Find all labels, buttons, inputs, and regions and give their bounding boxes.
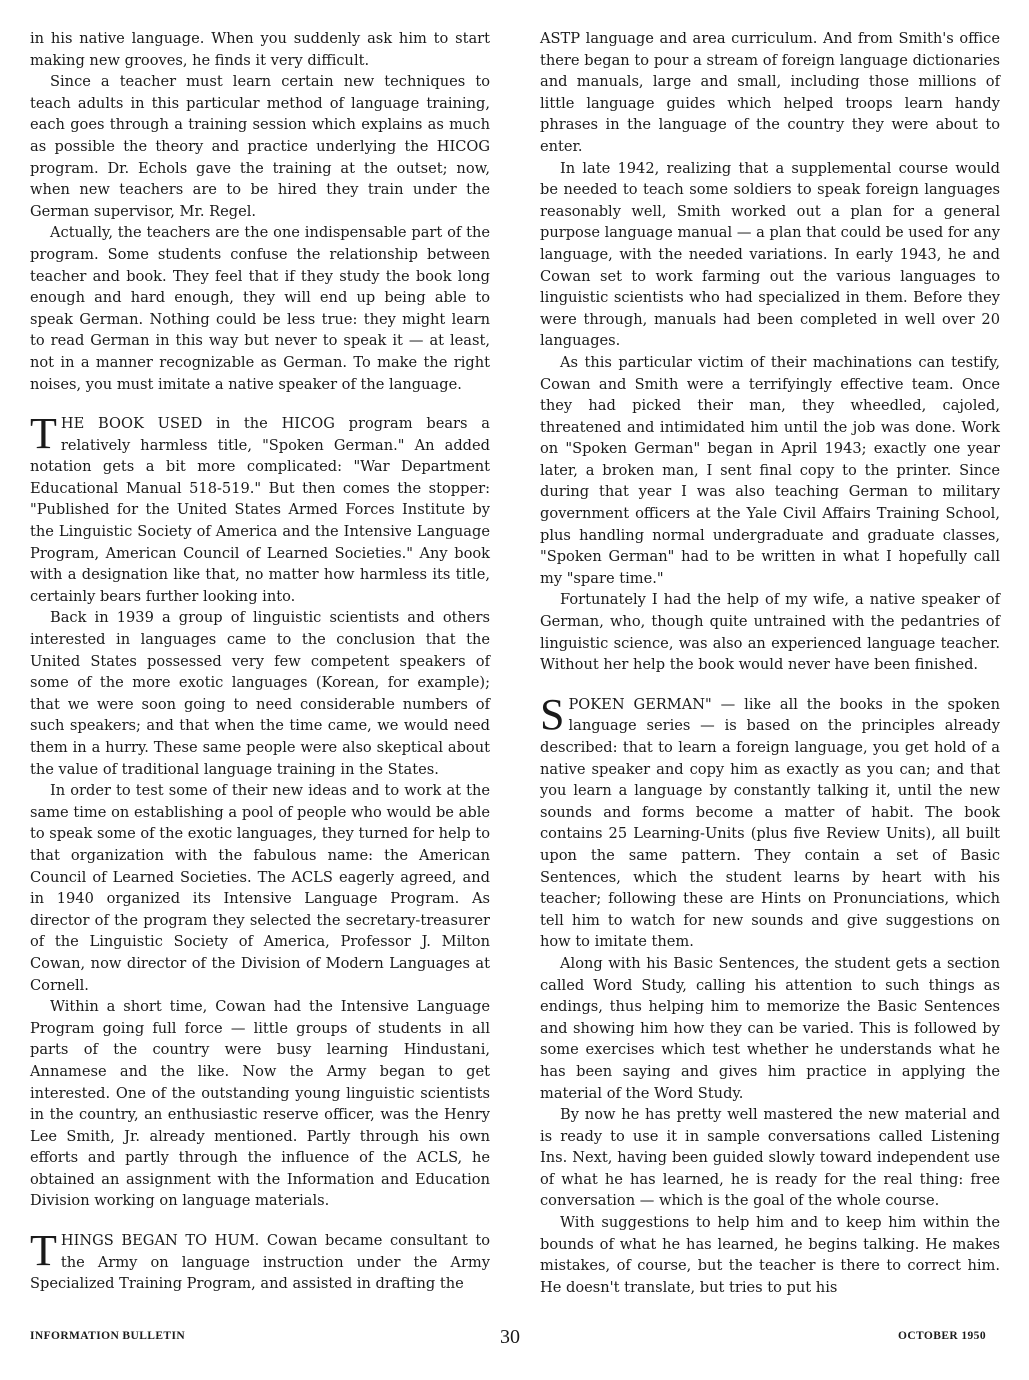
left-column xyxy=(30,28,490,1295)
paragraph: By now he has pretty well mastered the new material and is ready to use it in sample conversations called Listening Ins. Next, having been guided slowly toward independent use of what he has learned, he is ready for the real thing: free conversation — which is the goal of the whole course. xyxy=(540,1106,1000,1210)
paragraph: Along with his Basic Sentences, the student gets a section called Word Study, calling his attention to such things as endings, thus helping him to memorize the Basic Sentences and showing him how they can be varied. This is followed by some exercises which test whether he understands what he has been saying and gives him practice in applying the material of the Word Study. xyxy=(540,954,1000,1102)
paragraph: Within a short time, Cowan had the Intensive Language Program going full force — little groups of students in all parts of the country were busy learning Hindustani, Annamese and the like. Now the Army began to get interested. One of the outstanding young linguistic scientists in the country, an enthusiastic reserve officer, was the Henry Lee Smith, Jr. already mentioned. Partly through his own efforts and partly through the influence of the ACLS, he obtained an assignment with the Information and Education Division working on language materials. xyxy=(30,998,490,1210)
paragraph: ASTP language and area curriculum. And from Smith's office there began to pour a stream of foreign language dictionaries and manuals, large and small, including those millions of little language guides which helped troops learn handy phrases in the language of the country they were about to enter. xyxy=(540,30,1000,155)
section-start-things-began xyxy=(30,1226,491,1295)
paragraph: With suggestions to help him and to keep him within the bounds of what he has learned, he begins talking. He makes mistakes, of course, but the teacher is there to correct him. He doesn't translate, but tries to put his xyxy=(540,1214,1000,1296)
drop-cap: S xyxy=(540,689,565,739)
drop-cap: T xyxy=(30,409,57,459)
footer-date: OCTOBER 1950 xyxy=(898,1330,986,1342)
paragraph: Since a teacher must learn certain new techniques to teach adults in this particular method of language training, each goes through a training session which explains as much as possible the theory and practice underlying the HICOG program. Dr. Echols gave the training at the outset; now, when new teachers are to be hired they train under the German supervisor, Mr. Regel. xyxy=(30,73,490,220)
drop-cap: T xyxy=(30,1226,57,1276)
section-lead-in: HE BOOK USED xyxy=(60,415,203,433)
section-text: — like all the books in the spoken language series — is based on the principles already described: that to learn a foreign language, you get hold of a native speaker and copy him as exactly as you can; and that you learn a language by constantly talking it, until the new sounds and forms become a matter of habit. The book contains 25 Learning-Units (plus five Review Units), all built upon the same pattern. They contain a set of Basic Sentences, which the student learns by heart with his teacher; following these are Hints on Pronunciations, which tell him to watch for new sounds and give suggestions on how to imitate them. xyxy=(540,695,1001,951)
section-start-the-book-used xyxy=(30,409,490,607)
paragraph: As this particular victim of their machinations can testify, Cowan and Smith were a terrifyingly effective team. Once they had picked their man, they wheedled, cajoled, threatened and intimidated him until the job was done. Work on "Spoken German" began in April 1943; exactly one year later, a broken man, I sent final copy to the printer. Since during that year I was also teaching German to military government officers at the Yale Civil Affairs Training School, plus handling normal undergraduate and graduate classes, "Spoken German" had to be written in what I hopefully call my "spare time." xyxy=(540,353,1000,587)
right-column xyxy=(540,28,1000,1298)
paragraph: In late 1942, realizing that a supplemental course would be needed to teach some soldiers to speak foreign languages reasonably well, Smith worked out a plan for a general purpose language manual — a plan that could be used for any language, with the needed variations. In early 1943, he and Cowan set to work farming out the various languages to linguistic scientists who had specialized in them. Before they were through, manuals had been completed in well over 20 languages. xyxy=(540,159,1000,350)
paragraph: In order to test some of their new ideas and to work at the same time on establishing a pool of people who would be able to speak some of the exotic languages, they turned for help to that organization with the fabulous name: the American Council of Learned Societies. The ACLS eagerly agreed, and in 1940 organized its Intensive Language Program. As director of the program they selected the secretary-treasurer of the Linguistic Society of America, Professor J. Milton Cowan, now director of the Division of Modern Languages at Cornell. xyxy=(30,782,490,994)
paragraph: in his native language. When you suddenly ask him to start making new grooves, he finds it very difficult. xyxy=(30,30,490,69)
section-lead-in: HINGS BEGAN TO HUM. xyxy=(60,1232,260,1250)
section-lead-in: POKEN GERMAN" xyxy=(568,695,712,713)
section-text: in the HICOG program bears a relatively harmless title, "Spoken German." An added notation gets a bit more complicated: "War Department Educational Manual 518-519." But then comes the stopper: "Published for the United States Armed Forces Institute by the Linguistic Society of America and the Intensive Language Program, American Council of Learned Societies." Any book with a designation like that, no matter how harmless its title, certainly bears further looking into. xyxy=(30,415,490,605)
section-text: Cowan became consultant to the Army on language instruction under the Army Specialized Training Program, and assisted in drafting the xyxy=(30,1232,491,1293)
footer-publication: INFORMATION BULLETIN xyxy=(30,1330,186,1342)
page-number: 30 xyxy=(500,1326,520,1348)
paragraph: Fortunately I had the help of my wife, a native speaker of German, who, though quite untrained with the pedantries of linguistic science, was also an experienced language teacher. Without her help the book would never have been finished. xyxy=(540,591,1000,674)
paragraph: Back in 1939 a group of linguistic scientists and others interested in languages came to the conclusion that the United States possessed very few competent speakers of some of the more exotic languages (Korean, for example); that we were soon going to need considerable numbers of such speakers; and that when the time came, we would need them in a hurry. These same people were also skeptical about the value of traditional language training in the States. xyxy=(30,609,490,778)
paragraph: Actually, the teachers are the one indispensable part of the program. Some students confuse the relationship between teacher and book. They feel that if they study the book long enough and hard enough, they will end up being able to speak German. Nothing could be less true: they might learn to read German in this way but never to speak it — at least, not in a manner recognizable as German. To make the right noises, you must imitate a native speaker of the language. xyxy=(30,224,490,393)
section-start-spoken-german xyxy=(540,689,1001,953)
